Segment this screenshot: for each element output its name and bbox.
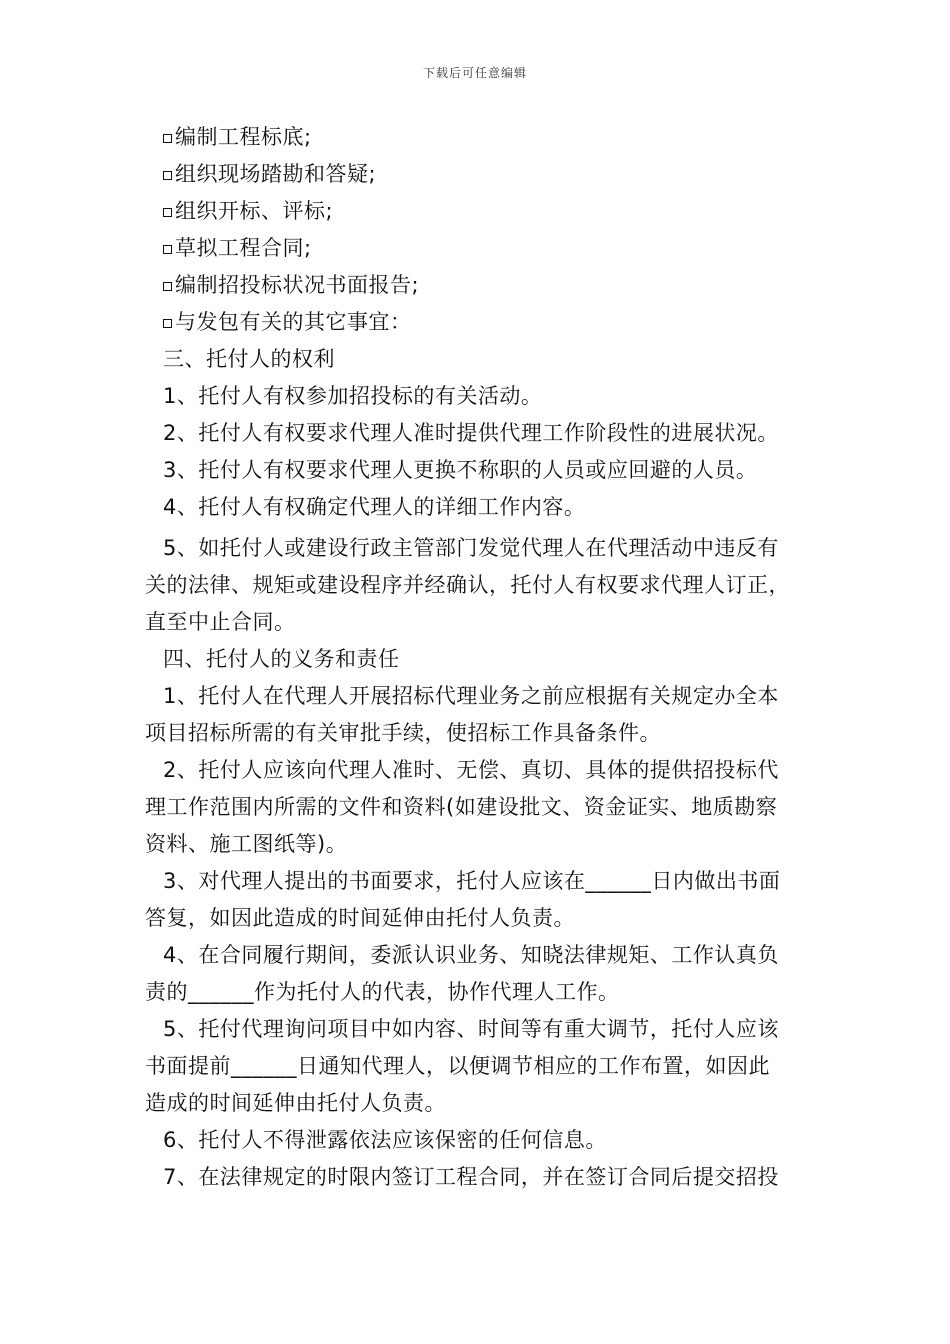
checkbox-icon bbox=[163, 134, 172, 143]
paragraph-line: 书面提前______日通知代理人，以便调节相应的工作布置，如因此 bbox=[145, 1054, 770, 1078]
paragraph-line: 5、托付代理询问项目中如内容、时间等有重大调节，托付人应该 bbox=[163, 1017, 779, 1041]
checkbox-icon bbox=[163, 319, 172, 328]
bullet-text: 编制工程标底; bbox=[175, 125, 312, 149]
paragraph-line: 6、托付人不得泄露依法应该保密的任何信息。 bbox=[163, 1128, 607, 1152]
paragraph-line: 项目招标所需的有关审批手续，使招标工作具备条件。 bbox=[145, 721, 661, 745]
section-heading: 四、托付人的义务和责任 bbox=[163, 647, 400, 671]
paragraph-line: 1、托付人有权参加招投标的有关活动。 bbox=[163, 384, 543, 408]
paragraph-line: 2、托付人应该向代理人准时、无偿、真切、具体的提供招投标代 bbox=[163, 758, 779, 782]
paragraph-line: 3、对代理人提出的书面要求，托付人应该在______日内做出书面 bbox=[163, 869, 781, 893]
paragraph-line: 责的______作为托付人的代表，协作代理人工作。 bbox=[145, 980, 620, 1004]
paragraph-line: 造成的时间延伸由托付人负责。 bbox=[145, 1091, 446, 1115]
page-header: 下载后可任意编辑 bbox=[422, 66, 527, 80]
checkbox-icon bbox=[163, 208, 172, 217]
bullet-item bbox=[163, 234, 312, 262]
checkbox-icon bbox=[163, 282, 172, 291]
bullet-item bbox=[163, 123, 312, 151]
paragraph-line: 理工作范围内所需的文件和资料(如建设批文、资金证实、地质勘察 bbox=[145, 795, 778, 819]
bullet-text: 草拟工程合同; bbox=[175, 236, 312, 260]
paragraph-line: 2、托付人有权要求代理人准时提供代理工作阶段性的进展状况。 bbox=[163, 421, 779, 445]
paragraph-line: 4、在合同履行期间，委派认识业务、知晓法律规矩、工作认真负 bbox=[163, 943, 779, 967]
bullet-item bbox=[163, 160, 376, 188]
bullet-text: 与发包有关的其它事宜： bbox=[175, 310, 412, 334]
bullet-item bbox=[163, 308, 412, 336]
section-heading: 三、托付人的权利 bbox=[163, 347, 335, 371]
paragraph-line: 7、在法律规定的时限内签订工程合同，并在签订合同后提交招投 bbox=[163, 1165, 779, 1189]
bullet-item bbox=[163, 271, 419, 299]
paragraph-line: 4、托付人有权确定代理人的详细工作内容。 bbox=[163, 495, 586, 519]
paragraph-line: 关的法律、规矩或建设程序并经确认，托付人有权要求代理人订正， bbox=[145, 573, 790, 597]
paragraph-line: 资料、施工图纸等)。 bbox=[145, 832, 348, 856]
paragraph-line: 1、托付人在代理人开展招标代理业务之前应根据有关规定办全本 bbox=[163, 684, 779, 708]
bullet-text: 编制招投标状况书面报告; bbox=[175, 273, 420, 297]
paragraph-line: 直至中止合同。 bbox=[145, 610, 296, 634]
paragraph-line: 5、如托付人或建设行政主管部门发觉代理人在代理活动中违反有 bbox=[163, 536, 779, 560]
checkbox-icon bbox=[163, 171, 172, 180]
bullet-text: 组织开标、评标; bbox=[175, 199, 334, 223]
paragraph-line: 3、托付人有权要求代理人更换不称职的人员或应回避的人员。 bbox=[163, 458, 758, 482]
bullet-text: 组织现场踏勘和答疑; bbox=[175, 162, 377, 186]
checkbox-icon bbox=[163, 245, 172, 254]
paragraph-line: 答复，如因此造成的时间延伸由托付人负责。 bbox=[145, 906, 575, 930]
bullet-item bbox=[163, 197, 333, 225]
